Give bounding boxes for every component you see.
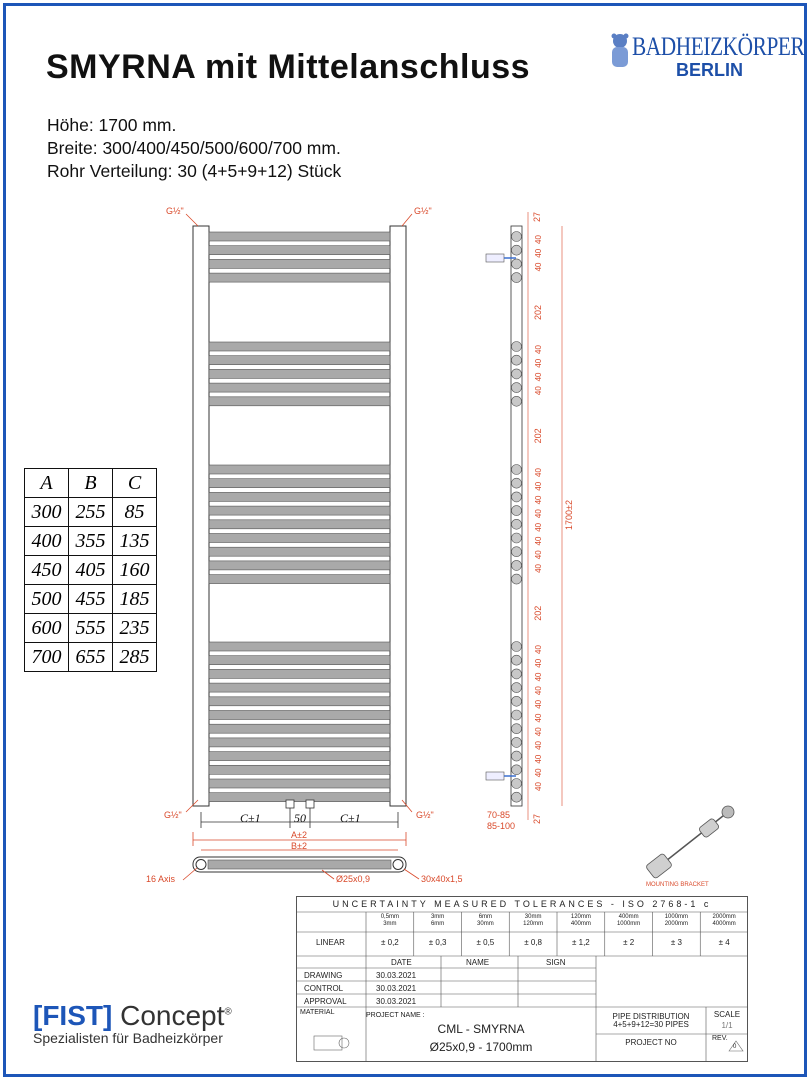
radiator-bar: [209, 697, 390, 706]
side-pipe: [512, 765, 522, 775]
scale-label: SCALE: [713, 1010, 741, 1019]
tolerance-value: ± 0,3: [428, 938, 447, 947]
side-pipe: [512, 259, 522, 269]
pitch-label: 40: [534, 713, 543, 723]
pitch-label: 40: [534, 536, 543, 546]
tolerance-range: 400mm 1000mm: [616, 914, 641, 927]
pitch-label: 40: [534, 522, 543, 532]
tolerance-range: 1000mm 2000mm: [664, 914, 689, 927]
tolerance-value: ± 2: [623, 938, 635, 947]
radiator-bar: [209, 575, 390, 584]
project-no-label: PROJECT NO: [625, 1038, 677, 1047]
bracket-clamp: [645, 853, 672, 879]
rev-label: REV.: [712, 1035, 728, 1042]
cell-b: 405: [69, 556, 113, 585]
cell-b: 355: [69, 527, 113, 556]
col-name: NAME: [466, 958, 490, 967]
side-pipe: [512, 369, 522, 379]
pitch-label: 40: [534, 740, 543, 750]
side-pipe: [512, 669, 522, 679]
side-pipe: [512, 779, 522, 789]
side-pipe: [512, 273, 522, 283]
radiator-bar: [209, 779, 390, 788]
radiator-bar: [209, 711, 390, 720]
row-drawing-date: 30.03.2021: [376, 971, 417, 980]
pitch-label: 40: [534, 550, 543, 560]
tolerance-value: ± 1,2: [572, 938, 590, 947]
pitch-label: 40: [534, 645, 543, 654]
tolerance-range: 6mm 30mm: [477, 914, 494, 927]
radiator-bar: [209, 273, 390, 282]
project-sub: Ø25x0,9 - 1700mm: [429, 1040, 533, 1054]
tolerance-range: 120mm 400mm: [570, 914, 591, 927]
cell-b: 455: [69, 585, 113, 614]
tolerance-value: ± 0,5: [476, 938, 495, 947]
dim-b-label: B±2: [291, 841, 307, 851]
side-pipe: [512, 642, 522, 652]
mounting-bracket-illustration: [645, 806, 734, 888]
wall-bracket: [486, 254, 504, 262]
dim-c-right: C±1: [340, 811, 361, 825]
cell-a: 700: [25, 643, 69, 672]
title-block: [296, 896, 748, 1062]
pitch-label: 40: [534, 235, 543, 244]
side-pipe: [512, 396, 522, 406]
thread-top-left: G½": [166, 206, 184, 216]
pitch-label: 40: [534, 563, 543, 573]
radiator-bar: [209, 492, 390, 501]
radiator-bar: [209, 479, 390, 488]
radiator-bar: [209, 752, 390, 761]
cell-b: 655: [69, 643, 113, 672]
side-pipe: [512, 342, 522, 352]
header-b: B: [69, 469, 113, 498]
spec-width: Breite: 300/400/450/500/600/700 mm.: [47, 138, 341, 158]
radiator-bar: [209, 246, 390, 255]
col-date: DATE: [391, 958, 412, 967]
gap-label: 202: [533, 605, 543, 621]
front-view: [146, 206, 463, 884]
radiator-bar: [209, 369, 390, 378]
radiator-bar: [209, 793, 390, 802]
projection-symbol: [314, 1036, 342, 1050]
projection-symbol-circle: [339, 1038, 349, 1048]
cell-a: 400: [25, 527, 69, 556]
leader-line: [183, 868, 197, 880]
pitch-label: 40: [534, 372, 543, 382]
cell-a: 300: [25, 498, 69, 527]
pitch-label: 40: [534, 509, 543, 519]
side-pipe: [512, 792, 522, 802]
spec-pipes: Rohr Verteilung: 30 (4+5+9+12) Stück: [47, 161, 342, 181]
row-approval-date: 30.03.2021: [376, 997, 417, 1006]
gap-label: 202: [533, 428, 543, 444]
col-sign: SIGN: [546, 958, 566, 967]
collector-profile-label: 30x40x1,5: [421, 874, 463, 884]
row-drawing-label: DRAWING: [304, 971, 343, 980]
radiator-bar: [209, 738, 390, 747]
side-pipe: [512, 737, 522, 747]
project-name: CML - SMYRNA: [437, 1022, 525, 1036]
row-control-label: CONTROL: [304, 984, 344, 993]
radiator-bar: [209, 342, 390, 351]
side-dimension-labels: [533, 235, 543, 791]
side-pipe: [512, 506, 522, 516]
tolerance-range: 30mm 120mm: [523, 914, 544, 927]
cell-b: 255: [69, 498, 113, 527]
dim-c-left: C±1: [240, 811, 261, 825]
page-title: SMYRNA mit Mittelanschluss: [46, 48, 531, 86]
radiator-bar: [209, 561, 390, 570]
dim-a-label: A±2: [291, 830, 307, 840]
right-collector: [390, 226, 406, 806]
radiator-bar: [209, 383, 390, 392]
pitch-label: 40: [534, 386, 543, 396]
linear-label: LINEAR: [316, 938, 345, 947]
axis-label: 16 Axis: [146, 874, 176, 884]
radiator-bar: [209, 465, 390, 474]
radiator-bar: [209, 669, 390, 678]
pitch-label: 40: [534, 727, 543, 737]
tolerance-range: 3mm 6mm: [430, 914, 445, 927]
radiator-bar: [209, 356, 390, 365]
side-pipe: [512, 232, 522, 242]
radiator-bar: [209, 534, 390, 543]
pipe-dist-label: PIPE DISTRIBUTION: [612, 1012, 690, 1021]
radiator-bar: [209, 259, 390, 268]
cell-a: 450: [25, 556, 69, 585]
side-pipe: [512, 465, 522, 475]
leader-line: [402, 214, 412, 226]
radiator-bar: [209, 520, 390, 529]
radiator-bar: [209, 232, 390, 241]
side-pipe: [512, 655, 522, 665]
header-c: C: [113, 469, 157, 498]
header-a: A: [25, 469, 69, 498]
side-pipe: [512, 683, 522, 693]
side-pipe: [512, 519, 522, 529]
leader-line: [186, 214, 198, 226]
side-pipe: [512, 492, 522, 502]
pitch-label: 40: [534, 358, 543, 368]
radiator-bar: [209, 724, 390, 733]
logo-line2: BERLIN: [676, 60, 743, 80]
top-view-collector-left: [196, 860, 206, 870]
cell-c: 285: [113, 643, 157, 672]
tolerance-range: 0,5mm 3mm: [380, 914, 400, 927]
cell-c: 235: [113, 614, 157, 643]
fist-concept-logo: [33, 1000, 232, 1046]
row-control-date: 30.03.2021: [376, 984, 417, 993]
pitch-label: 40: [534, 699, 543, 709]
wall-distance-2: 85-100: [487, 821, 516, 831]
tolerance-value: ± 3: [670, 938, 682, 947]
gap-label: 202: [533, 305, 543, 321]
bracket-plate: [722, 806, 734, 818]
pitch-label: 40: [534, 262, 543, 272]
left-collector: [193, 226, 209, 806]
brand-bracket: [FIST]: [33, 1000, 113, 1031]
project-label: PROJECT NAME :: [366, 1012, 425, 1019]
pipe-label: Ø25x0,9: [336, 874, 371, 884]
logo-line1: BADHEIZKÖRPER: [632, 32, 805, 61]
leader-line: [404, 869, 419, 879]
radiator-bar: [209, 506, 390, 515]
tolerance-value: ± 0,2: [381, 938, 399, 947]
side-view: [486, 212, 574, 831]
cell-c: 135: [113, 527, 157, 556]
wall-distance-1: 70-85: [487, 810, 511, 820]
radiator-bar: [209, 397, 390, 406]
pipe-dist-value: 4+5+9+12=30 PIPES: [613, 1020, 689, 1029]
bracket-label: MOUNTING BRACKET: [646, 882, 709, 888]
radiator-bar: [209, 656, 390, 665]
tolerance-value: ± 4: [718, 938, 730, 947]
thread-bottom-left: G½": [164, 810, 182, 820]
side-pipe: [512, 478, 522, 488]
brand-word: Concept: [120, 1000, 225, 1031]
side-pipe: [512, 751, 522, 761]
radiator-bar: [209, 547, 390, 556]
pitch-label: 40: [534, 495, 543, 505]
pitch-label: 40: [534, 672, 543, 682]
side-pipe: [512, 574, 522, 584]
wall-bracket: [486, 772, 504, 780]
cell-c: 160: [113, 556, 157, 585]
top-view-bar: [208, 860, 391, 869]
rev-value: 0: [733, 1044, 737, 1050]
cell-a: 600: [25, 614, 69, 643]
side-pipe: [512, 355, 522, 365]
front-bars: [209, 232, 390, 802]
dim-center: 50: [294, 811, 306, 825]
thread-top-right: G½": [414, 206, 432, 216]
side-pipe: [512, 560, 522, 570]
tolerance-header: UNCERTAINTY MEASURED TOLERANCES - ISO 2768-1 c: [332, 899, 712, 909]
center-connection-left: [286, 800, 294, 808]
tolerance-value: ± 0,8: [524, 938, 542, 947]
pitch-label: 40: [534, 468, 543, 477]
cell-c: 185: [113, 585, 157, 614]
side-top-dim: 27: [532, 211, 542, 222]
pitch-label: 40: [534, 782, 543, 791]
brand-reg: ®: [224, 1006, 232, 1018]
radiator-bar: [209, 765, 390, 774]
side-pipe: [512, 696, 522, 706]
side-pipe: [512, 724, 522, 734]
material-label: MATERIAL: [300, 1009, 335, 1016]
side-pipe: [512, 245, 522, 255]
side-bottom-dim: 27: [532, 813, 542, 824]
center-connection-right: [306, 800, 314, 808]
radiator-bar: [209, 642, 390, 651]
radiator-bar: [209, 683, 390, 692]
cell-b: 555: [69, 614, 113, 643]
total-height-dim: 1700±2: [564, 500, 574, 530]
cell-a: 500: [25, 585, 69, 614]
scale-value: 1/1: [721, 1021, 733, 1030]
pitch-label: 40: [534, 686, 543, 696]
side-pipe: [512, 533, 522, 543]
pitch-label: 40: [534, 481, 543, 491]
pitch-label: 40: [534, 768, 543, 778]
side-pipe: [512, 547, 522, 557]
thread-bottom-right: G½": [416, 810, 434, 820]
tolerance-range: 2000mm 4000mm: [712, 914, 736, 927]
top-view-collector-right: [393, 860, 403, 870]
side-pipe: [512, 710, 522, 720]
pitch-label: 40: [534, 754, 543, 764]
cell-c: 85: [113, 498, 157, 527]
pitch-label: 40: [534, 658, 543, 668]
side-pipe: [512, 383, 522, 393]
spec-height: Höhe: 1700 mm.: [47, 115, 177, 135]
brand-tagline: Spezialisten für Badheizkörper: [33, 1030, 223, 1046]
pitch-label: 40: [534, 345, 543, 354]
pitch-label: 40: [534, 248, 543, 258]
row-approval-label: APPROVAL: [304, 997, 347, 1006]
